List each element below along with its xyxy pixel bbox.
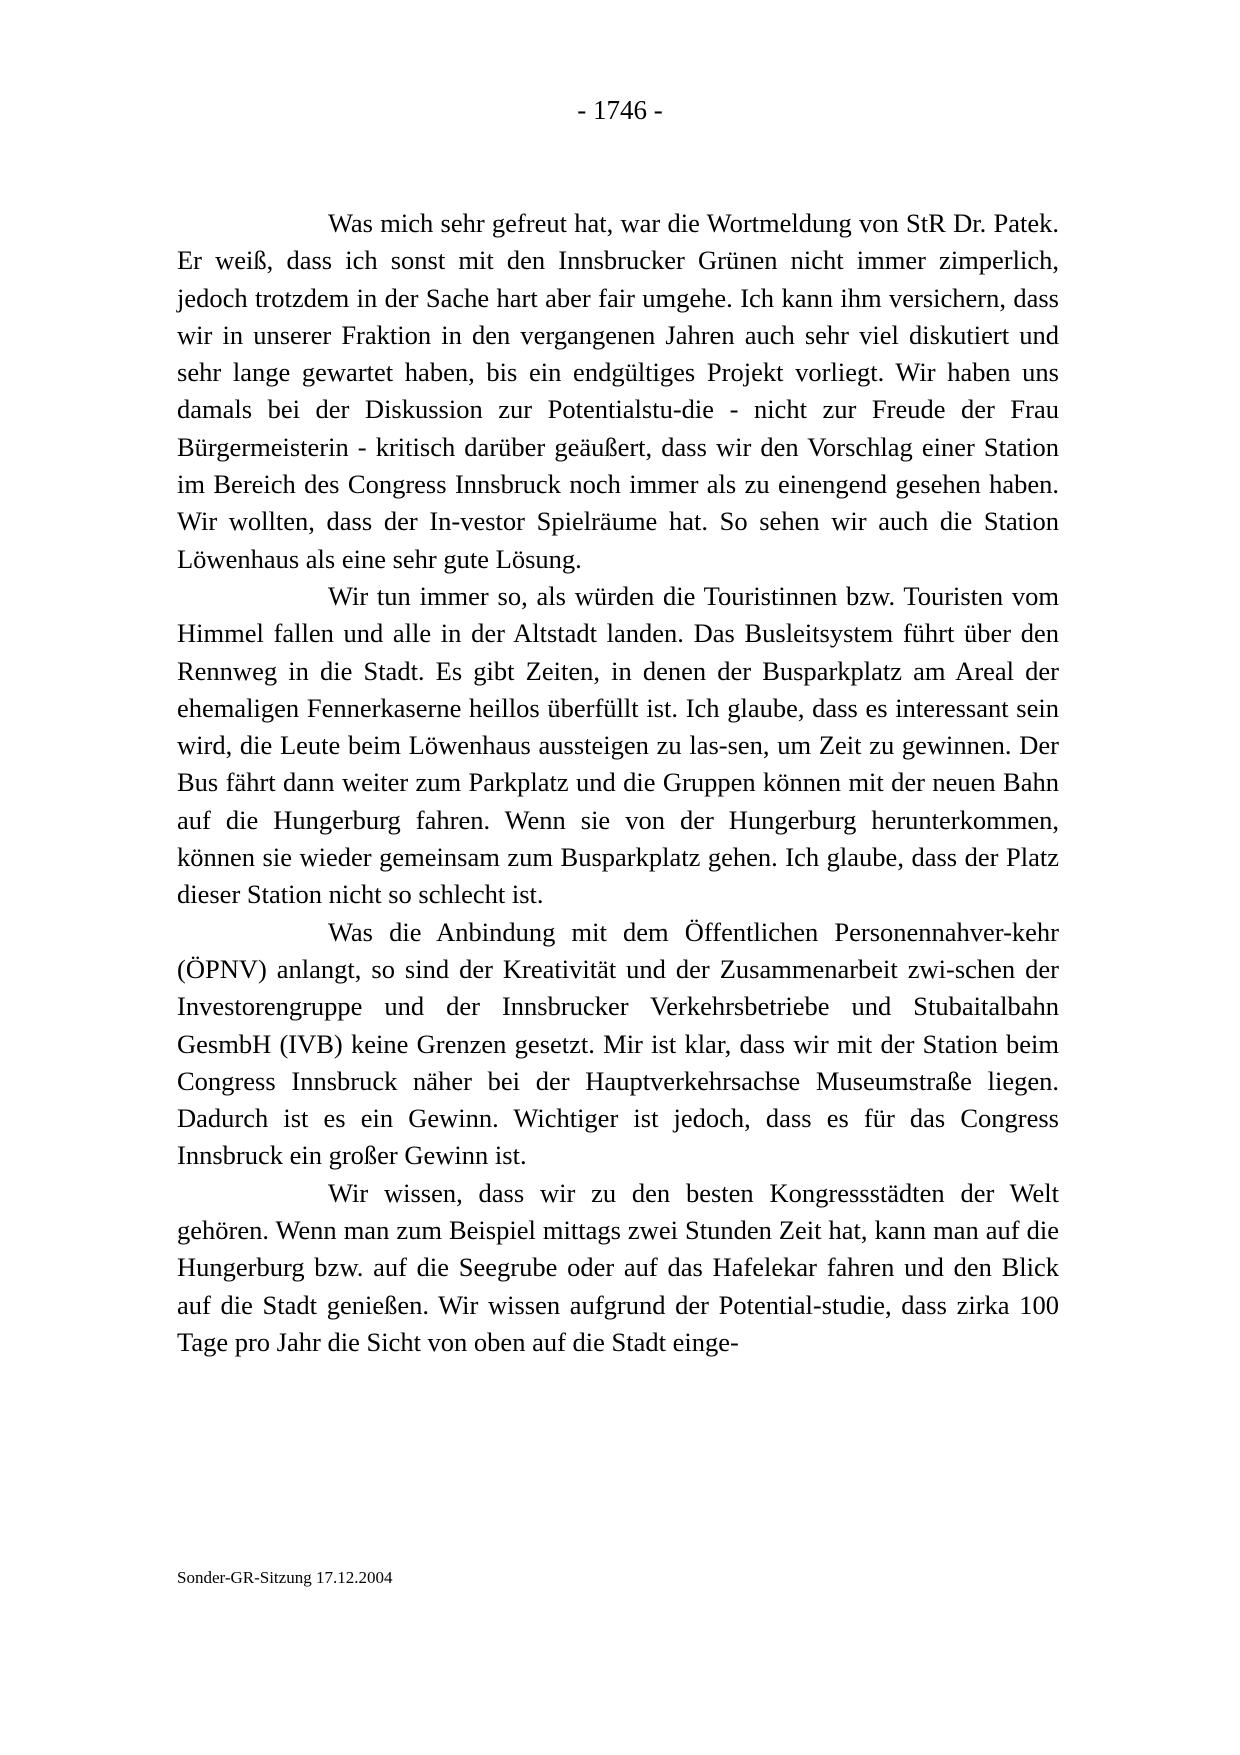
paragraph: Was die Anbindung mit dem Öffentlichen Personennahver-kehr (ÖPNV) anlangt, so sind der Kreativität und der Zusammenarbeit zwi-schen der Investorengruppe und der Innsbrucker Verkehrsbetriebe und Stubaitalbahn GesmbH (IVB) keine Grenzen gesetzt. Mir ist klar, dass wir mit der Station beim Congress Innsbruck näher bei der Hauptverkehrsachse Museumstraße liegen. Dadurch ist es ein Gewinn. Wichtiger ist jedoch, dass es für das Congress Innsbruck ein großer Gewinn ist. — [177, 916, 1059, 1171]
paragraph: Was mich sehr gefreut hat, war die Wortmeldung von StR Dr. Patek. Er weiß, dass ich sonst mit den Innsbrucker Grünen nicht immer zimperlich, jedoch trotzdem in der Sache hart aber fair umgehe. Ich kann ihm versichern, dass wir in unserer Fraktion in den vergangenen Jahren auch sehr viel diskutiert und sehr lange gewartet haben, bis ein endgültiges Projekt vorliegt. Wir haben uns damals bei der Diskussion zur Potentialstu-die - nicht zur Freude der Frau Bürgermeisterin - kritisch darüber geäußert, dass wir den Vorschlag einer Station im Bereich des Congress Innsbruck noch immer als zu einengend gesehen haben. Wir wollten, dass der In-vestor Spielräume hat. So sehen wir auch die Station Löwenhaus als eine sehr gute Lösung. — [177, 208, 1059, 574]
document-body — [177, 205, 1059, 1361]
paragraph: Wir tun immer so, als würden die Touristinnen bzw. Touristen vom Himmel fallen und alle in der Altstadt landen. Das Busleitsystem führt über den Rennweg in die Stadt. Es gibt Zeiten, in denen der Busparkplatz am Areal der ehemaligen Fennerkaserne heillos überfüllt ist. Ich glaube, dass es interessant sein wird, die Leute beim Löwenhaus aussteigen zu las-sen, um Zeit zu gewinnen. Der Bus fährt dann weiter zum Parkplatz und die Gruppen können mit der neuen Bahn auf die Hungerburg fahren. Wenn sie von der Hungerburg herunterkommen, können sie wieder gemeinsam zum Busparkplatz gehen. Ich glaube, dass der Platz dieser Station nicht so schlecht ist. — [177, 580, 1059, 910]
paragraph: Wir wissen, dass wir zu den besten Kongressstädten der Welt gehören. Wenn man zum Beispiel mittags zwei Stunden Zeit hat, kann man auf die Hungerburg bzw. auf die Seegrube oder auf das Hafelekar fahren und den Blick auf die Stadt genießen. Wir wissen aufgrund der Potential-studie, dass zirka 100 Tage pro Jahr die Sicht von oben auf die Stadt einge- — [177, 1177, 1059, 1357]
page-number: - 1746 - — [577, 95, 663, 125]
page-footer: Sonder-GR-Sitzung 17.12.2004 — [177, 1568, 393, 1587]
